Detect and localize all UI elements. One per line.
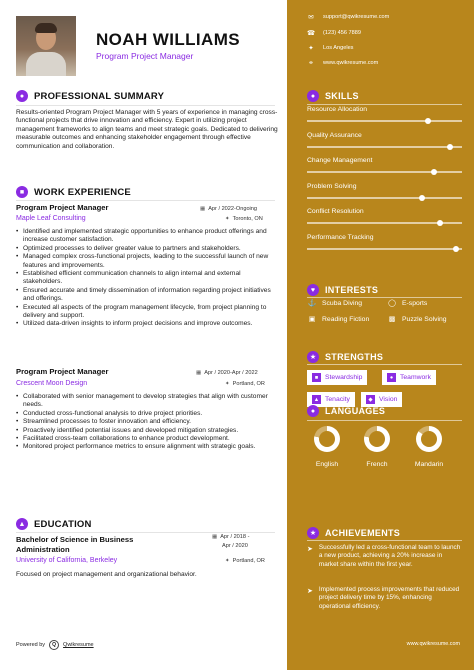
achievements-heading [307, 527, 400, 539]
language-ring [364, 426, 390, 452]
profile-photo [16, 16, 76, 76]
trophy-icon: ★ [307, 527, 319, 539]
skill-level-bar [307, 171, 462, 173]
experience-heading [16, 186, 131, 198]
job-bullets [16, 228, 278, 329]
skill-level-knob [425, 118, 431, 124]
qwikresume-link[interactable]: Qwikresume [63, 642, 94, 648]
skill-label: Performance Tracking [307, 233, 374, 241]
skill-level-bar [307, 248, 462, 250]
education-description: Focused on project management and organizational behavior. [16, 571, 197, 578]
calendar-icon: ▦ [200, 206, 206, 212]
achievements-title: ACHIEVEMENTS [325, 528, 401, 538]
skill-label: Quality Assurance [307, 131, 362, 139]
skill-level-knob [453, 246, 459, 252]
list-item: • Proactively identified potential issues and developed mitigation strategies. [16, 427, 278, 435]
divider [307, 104, 462, 105]
strength-badge: ■ Stewardship [307, 370, 367, 385]
achievement-item: ➤ Successfully led a cross-functional team to launch a new product, achieving a 20% increase in market share within the first year. [307, 544, 461, 568]
list-item: • Ensured accurate and timely dissemination of information regarding project initiatives and offerings. [16, 287, 278, 304]
list-item: • Identified and implemented strategic opportunities to enhance product offerings and increase customer satisfaction. [16, 228, 278, 245]
language-item [409, 426, 449, 468]
degree-line-2: Administration [16, 545, 70, 554]
skill-level-knob [437, 220, 443, 226]
language-label: French [366, 461, 388, 468]
list-item: • Optimized processes to deliver greater value to partners and stakeholders. [16, 245, 278, 253]
list-item: • Utilized data-driven insights to inform project decisions and improve outcomes. [16, 320, 278, 328]
job-company: Maple Leaf Consulting [16, 215, 86, 222]
list-item: • Managed complex cross-functional projects, leading to the successful launch of new features and improvements. [16, 253, 278, 270]
job-location: ✦ Toronto, ON [225, 216, 263, 222]
globe-icon: ⚭ [308, 60, 314, 67]
person-icon: ● [16, 90, 28, 102]
pin-icon: ✦ [225, 216, 230, 222]
contact-email: ✉ support@qwikresume.com [308, 14, 390, 21]
contact-website: ⚭ www.qwikresume.com [308, 60, 379, 67]
strengths-heading [307, 351, 383, 363]
school-name: University of California, Berkeley [16, 557, 118, 564]
esports-icon: ◯ [388, 300, 396, 307]
scuba-icon: ⚓ [307, 300, 317, 307]
education-title: EDUCATION [34, 518, 92, 530]
job-location: ✦ Portland, OR [225, 381, 265, 387]
skill-label: Problem Solving [307, 182, 357, 190]
strength-badge: ● Teamwork [382, 370, 436, 385]
job-company: Crescent Moon Design [16, 380, 88, 387]
location-icon: ✦ [308, 45, 314, 52]
divider [307, 297, 462, 298]
puzzle-icon: ▩ [388, 316, 396, 323]
briefcase-icon: ■ [16, 186, 28, 198]
phone-icon: ☎ [307, 30, 316, 37]
interests-heading [307, 284, 378, 296]
language-ring [416, 426, 442, 452]
language-label: English [315, 461, 339, 468]
divider [16, 200, 275, 201]
calendar-icon: ▦ [196, 370, 202, 376]
footer [16, 640, 94, 650]
pin-icon: ✦ [225, 381, 230, 387]
job-bullets [16, 393, 278, 452]
list-item: • Executed all aspects of the program management lifecycle, from project planning to delivery and support. [16, 304, 278, 321]
language-label: Mandarin [414, 461, 444, 468]
skill-label: Change Management [307, 157, 373, 164]
job-title: Program Project Manager [16, 203, 109, 212]
experience-title: WORK EXPERIENCE [34, 186, 131, 198]
degree-line-1: Bachelor of Science in Business [16, 535, 134, 544]
skill-level-bar [307, 146, 462, 148]
language-icon: ● [307, 405, 319, 417]
interest-item: ⚓ Scuba Diving [307, 299, 363, 307]
summary-title: PROFESSIONAL SUMMARY [34, 90, 165, 102]
qwikresume-logo-icon: Q [49, 640, 59, 650]
skills-title: SKILLS [325, 91, 359, 101]
list-item: • Conducted cross-functional analysis to drive project priorities. [16, 410, 278, 418]
skill-level-knob [419, 195, 425, 201]
list-item: • Streamlined processes to foster innovation and efficiency. [16, 418, 278, 426]
languages-heading [307, 405, 385, 417]
calendar-icon: ▦ [212, 534, 218, 540]
achievement-item: ➤ Implemented process improvements that reduced project delivery time by 15%, enhancing operational efficiency. [307, 586, 460, 610]
job-title: Program Project Manager [16, 367, 109, 376]
list-item: • Monitored project performance metrics to ensure alignment with strategic goals. [16, 443, 278, 451]
skill-label: Conflict Resolution [307, 208, 364, 215]
skill-level-bar [307, 120, 462, 122]
candidate-role: Program Project Manager [96, 51, 194, 61]
languages-title: LANGUAGES [325, 406, 386, 416]
strengths-title: STRENGTHS [325, 352, 384, 362]
list-item: • Facilitated cross-team collaborations to enhance product development. [16, 435, 278, 443]
education-heading [16, 518, 92, 530]
stewardship-icon: ■ [312, 373, 321, 382]
summary-text: Results-oriented Program Project Manager with 5 years of experience in managing cross-functional projects that drive innovation and efficiency. Expert in utilizing project management frameworks to align teams and meet strategic goals. Dedicated to delivering measurable outcomes and enhancing stakeholder engagement through effective communication and collaboration. [16, 109, 278, 150]
list-item: • Established efficient communication channels to align internal and external stakeholders. [16, 270, 278, 287]
interests-title: INTERESTS [325, 285, 379, 295]
vision-icon: ◆ [366, 395, 375, 404]
skills-heading [307, 90, 359, 102]
footer-website: www.qwikresume.com [406, 641, 460, 647]
skill-level-knob [447, 144, 453, 150]
candidate-name: NOAH WILLIAMS [96, 30, 241, 49]
heart-icon: ♥ [307, 284, 319, 296]
skill-label: Resource Allocation [307, 106, 368, 113]
divider [307, 540, 462, 541]
powered-by-label: Powered by [16, 642, 46, 648]
language-ring [314, 426, 340, 452]
skill-level-knob [431, 169, 437, 175]
job-dates: ▦ Apr / 2022-Ongoing [200, 206, 258, 212]
lightbulb-icon: ● [307, 90, 319, 102]
interest-item: ◯ E-sports [388, 299, 428, 307]
book-icon: ▣ [308, 316, 316, 323]
rocket-icon: ➤ [307, 588, 313, 595]
pin-icon: ✦ [225, 558, 230, 564]
education-location: ✦ Portland, OR [225, 558, 265, 564]
language-item [357, 426, 397, 468]
interest-item: ▩ Puzzle Solving [388, 315, 447, 323]
interest-item: ▣ Reading Fiction [308, 315, 370, 323]
teamwork-icon: ● [387, 373, 396, 382]
skill-level-bar [307, 222, 462, 224]
rocket-icon: ➤ [307, 546, 313, 553]
contact-location: ✦ Los Angeles [308, 45, 354, 52]
contact-phone: ☎ (123) 456 7889 [307, 30, 361, 37]
education-date-end: Apr / 2020 [222, 543, 248, 549]
divider [307, 364, 462, 365]
language-item [307, 426, 347, 468]
education-date-start: ▦ Apr / 2018 - [212, 534, 250, 540]
list-item: • Collaborated with senior management to develop strategies that align with customer needs. [16, 393, 278, 410]
star-icon: ★ [307, 351, 319, 363]
tenacity-icon: ▲ [313, 396, 320, 403]
graduation-cap-icon: ▲ [16, 518, 28, 530]
summary-heading [16, 90, 164, 102]
divider [16, 532, 275, 533]
divider [307, 420, 462, 421]
strength-badge: ◆ Vision [361, 392, 402, 407]
skill-level-bar [307, 197, 462, 199]
sidebar [287, 0, 474, 670]
mail-icon: ✉ [308, 14, 314, 21]
divider [16, 105, 275, 106]
job-dates: ▦ Apr / 2020-Apr / 2022 [196, 370, 258, 376]
strength-badge: ▲ Tenacity [307, 392, 355, 407]
